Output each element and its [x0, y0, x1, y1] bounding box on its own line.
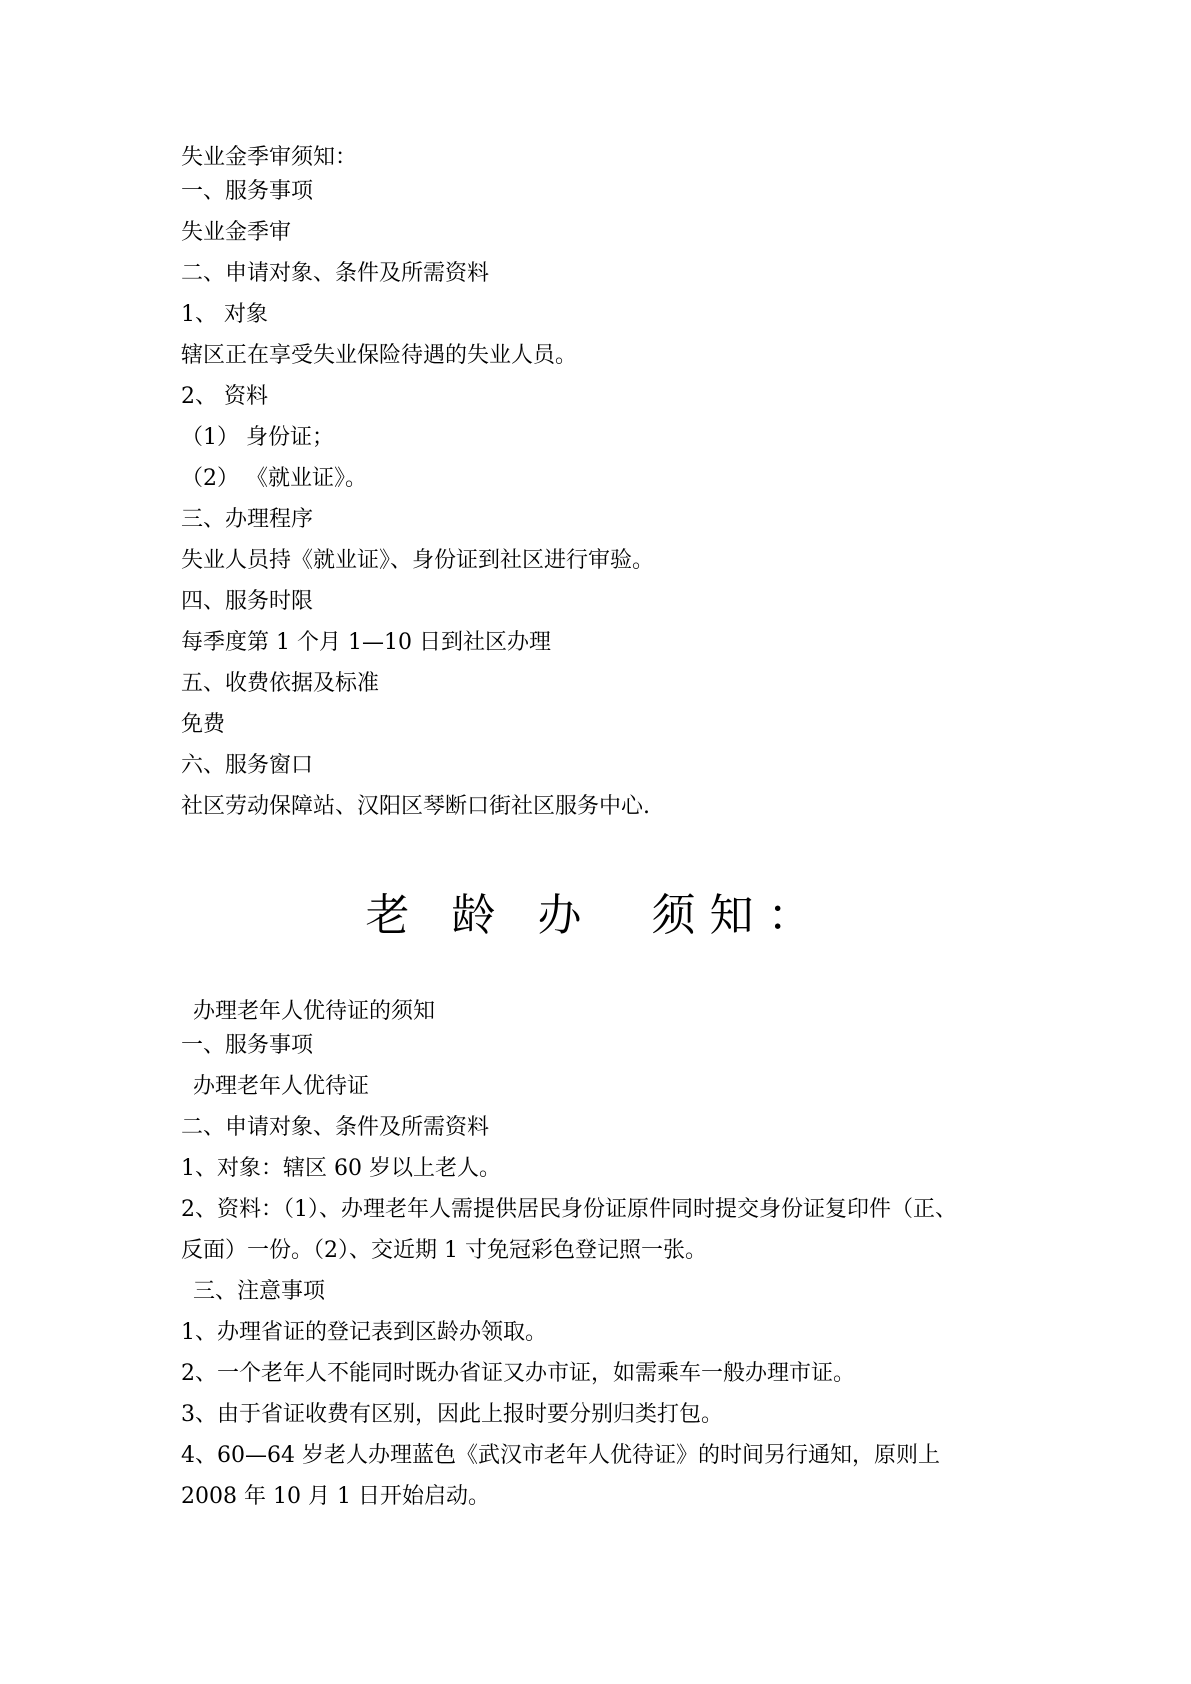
section1-line-9: 三、办理程序: [181, 507, 314, 532]
section2-subtitle: 办理老年人优待证的须知: [193, 999, 436, 1024]
section2-line-8: 1、办理省证的登记表到区龄办领取。: [181, 1320, 547, 1345]
section1-line-12: 每季度第 1 个月 1—10 日到社区办理: [181, 630, 551, 655]
section2-line-10: 3、由于省证收费有区别，因此上报时要分别归类打包。: [181, 1402, 723, 1427]
section2-line-12: 2008 年 10 月 1 日开始启动。: [181, 1484, 490, 1509]
section2-line-1: 一、服务事项: [181, 1033, 314, 1058]
section1-line-4: 1、 对象: [181, 302, 268, 327]
section2-line-11: 4、60—64 岁老人办理蓝色《武汉市老年人优待证》的时间另行通知，原则上: [181, 1443, 940, 1468]
section1-line-3: 二、申请对象、条件及所需资料: [181, 261, 490, 286]
section1-line-6: 2、 资料: [181, 384, 268, 409]
section1-line-16: 社区劳动保障站、汉阳区琴断口街社区服务中心.: [181, 794, 650, 819]
section1-line-5: 辖区正在享受失业保险待遇的失业人员。: [181, 343, 578, 368]
section2-line-7: 三、注意事项: [193, 1279, 326, 1304]
section1-line-13: 五、收费依据及标准: [181, 671, 380, 696]
section1-line-15: 六、服务窗口: [181, 753, 314, 778]
section2-line-3: 二、申请对象、条件及所需资料: [181, 1115, 490, 1140]
section2-heading: 老 龄 办 须知：: [365, 890, 826, 941]
section2-line-4: 1、对象：辖区 60 岁以上老人。: [181, 1156, 501, 1181]
section2-line-6: 反面）一份。（2）、交近期 1 寸免冠彩色登记照一张。: [181, 1238, 707, 1263]
section1-line-1: 一、服务事项: [181, 179, 314, 204]
section1-title: 失业金季审须知：: [181, 145, 358, 170]
section1-line-8: （2） 《就业证》。: [181, 466, 367, 491]
section1-line-14: 免费: [181, 712, 226, 737]
section2-line-9: 2、一个老年人不能同时既办省证又办市证，如需乘车一般办理市证。: [181, 1361, 855, 1386]
section1-line-11: 四、服务时限: [181, 589, 314, 614]
section1-line-2: 失业金季审: [181, 220, 292, 245]
section2-line-5: 2、资料：（1）、办理老年人需提供居民身份证原件同时提交身份证复印件（正、: [181, 1197, 957, 1222]
section1-line-7: （1） 身份证；: [181, 425, 334, 450]
section1-line-10: 失业人员持《就业证》、身份证到社区进行审验。: [181, 548, 655, 573]
section2-line-2: 办理老年人优待证: [193, 1074, 370, 1099]
